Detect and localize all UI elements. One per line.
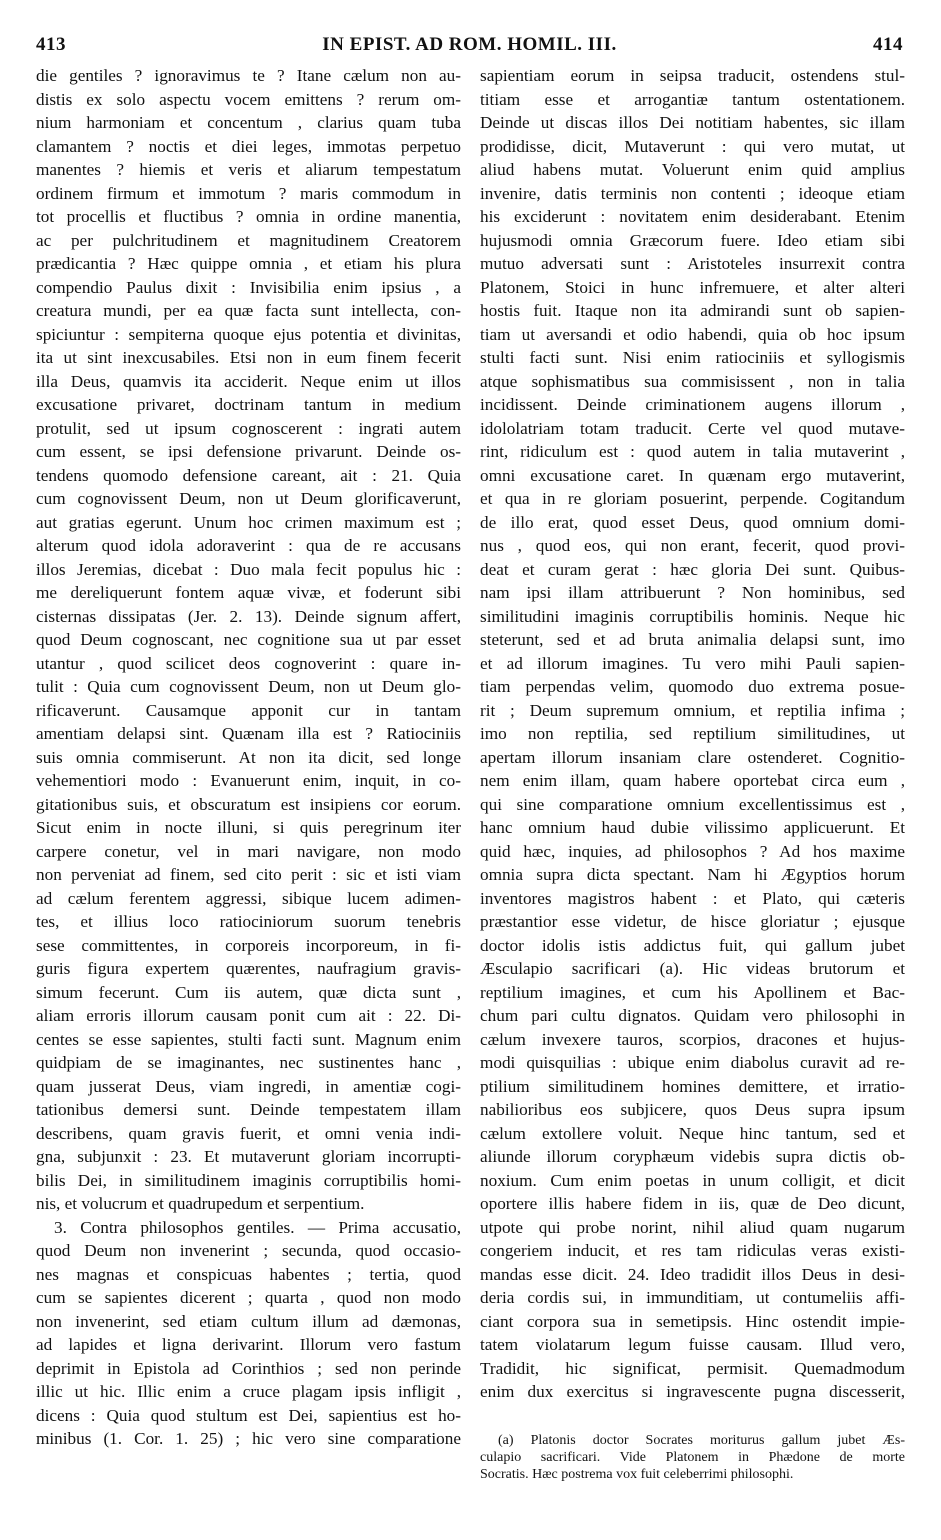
text-line: cælum invexere tauros, scorpios, dracones et hujus- xyxy=(480,1029,905,1049)
text-line: carpere conetur, vel in mari navigare, non modo xyxy=(36,841,461,861)
text-line: bilis Dei, in similitudinem imaginis corruptibilis homi- xyxy=(36,1170,461,1190)
text-line: ad cælum ferentem aggressi, sibique lucem adimen- xyxy=(36,888,461,908)
text-line: nus , quod eos, qui non erant, fecerit, quod provi- xyxy=(480,536,905,555)
text-line: ad lapides et ligna derivarint. Illorum vero fastum xyxy=(36,1335,461,1354)
text-line: sese committentes, in corporeis incorporeum, in fi- xyxy=(36,935,461,955)
text-line: et ad illorum imagines. Tu vero mihi Pauli sapien- xyxy=(480,653,905,673)
text-line: dicens : Quia quod stultum est Dei, sapientius est ho- xyxy=(36,1405,461,1425)
text-line: rint, ridiculum est : quod autem in talia mutaverint , xyxy=(480,442,905,461)
text-line: hostis fuit. Itaque non ita admirandi sunt ob sapien- xyxy=(480,301,905,320)
text-line: manentes ? hiemis et veris et aliarum tempestatum xyxy=(36,160,461,179)
text-line: congeriem inducit, et res tam ridiculas veras existi- xyxy=(480,1241,905,1260)
text-line: illic ut hic. Illic enim a cruce plagam ipsis infligit , xyxy=(36,1382,461,1401)
text-line: nabilioribus eos subjicere, quos Deus supra ipsum xyxy=(480,1100,905,1119)
text-line: Sicut enim in nocte illuni, si quis peregrinum iter xyxy=(36,818,461,837)
text-line: culapio sacrificari. Vide Platonem in Phædone de morte xyxy=(480,1450,905,1465)
text-line: simum fecerunt. Cum iis autem, quæ dicta sunt , xyxy=(36,982,461,1002)
text-line: centes se esse sapientes, stulti facti sunt. Magnum enim xyxy=(36,1029,461,1049)
text-line: omni excusatione caret. In quænam ergo mutaverint, xyxy=(480,465,905,485)
running-header xyxy=(36,34,903,58)
text-line: spiciuntur : sempiterna quoque ejus potentia et divinitas, xyxy=(36,324,461,344)
text-line: gna, subjunxit : 23. Et mutaverunt gloriam incorrupti- xyxy=(36,1147,461,1166)
text-line: 3. Contra philosophos gentiles. — Prima accusatio, xyxy=(54,1217,461,1237)
text-line: creatura mundi, per ea quæ facta sunt intellecta, con- xyxy=(36,301,461,320)
text-line: enim dux exercitus si ingravescente pugna discesserit, xyxy=(480,1382,905,1401)
text-line: me dereliquerunt fontem aquæ vivæ, et foderunt sibi xyxy=(36,583,461,602)
text-line: idololatriam totam traducit. Certe vel quod mutave- xyxy=(480,418,905,438)
text-line: omnia supra dicta spectant. Nam hi Ægyptios horum xyxy=(480,865,905,884)
text-line: mutuo adversati sunt : Aristoteles insurrexit contra xyxy=(480,254,905,273)
text-line: aliunde illorum coryphæum videbis supra dictis ob- xyxy=(480,1147,905,1166)
text-line: aliud habens mutat. Voluerunt enim quid amplius xyxy=(480,160,905,179)
text-line: qui sine comparatione omnium excellentissimus est , xyxy=(480,794,905,814)
text-line: compendio Paulus dixit : Invisibilia enim ipsius , a xyxy=(36,277,461,297)
text-line: prodidisse, dicit, Mutaverunt : qui vero mutat, ut xyxy=(480,136,905,156)
text-line: cum essent, se ipsi defensione privarunt. Deinde os- xyxy=(36,442,461,461)
text-line: stulti facti sunt. Nisi enim ratiociniis et syllogismis xyxy=(480,348,905,367)
text-line: tes, et illius loco ratiociniorum suorum tenebris xyxy=(36,912,461,931)
text-line: nem enim illam, quam habere oportebat circa eum , xyxy=(480,771,905,790)
text-line: amentiam delapsi sint. Quænam illa est ? Ratiociniis xyxy=(36,724,461,743)
text-line: gitationibus suis, et obscuratum est insipiens cor eorum. xyxy=(36,794,461,814)
text-line: quod Deum cognoscant, nec cognitione sua ut par esset xyxy=(36,630,461,649)
text-line: non perveniat ad finem, sed cito perit : sic et isti viam xyxy=(36,865,461,884)
text-line: minibus (1. Cor. 1. 25) ; hic vero sine comparatione xyxy=(36,1429,461,1448)
text-line: Tradidit, hic significat, permisit. Quemadmodum xyxy=(480,1358,905,1378)
text-line: noxium. Cum enim poetas in unum colligit, et dicit xyxy=(480,1170,905,1190)
text-line: Platonem, Stoici in hunc infremuere, et alter alteri xyxy=(480,277,905,297)
text-line: excusatione privaret, doctrinam tantum in medium xyxy=(36,395,461,414)
text-line: clamantem ? noctis et diei leges, immotas perpetuo xyxy=(36,136,461,156)
text-line: distis ex solo aspectu vocem emittens ? rerum om- xyxy=(36,89,461,109)
text-line: chum pari cultu dignatos. Quidam vero philosophi in xyxy=(480,1006,905,1025)
text-line: tatem violatarum legum fuisse causam. Illud vero, xyxy=(480,1335,905,1354)
text-line: nis, et volucrum et quadrupedum et serpentium. xyxy=(36,1194,365,1213)
text-line: tiam perpendas velim, quomodo duo extrema posue- xyxy=(480,677,905,696)
text-line: imo non reptilia, sed reptilium similitudines, ut xyxy=(480,724,905,743)
text-line: illos Jeremias, dicebat : Duo mala fecit populus hic : xyxy=(36,559,461,579)
text-line: cisternas dissipatas (Jer. 2. 13). Deinde signum affert, xyxy=(36,606,461,626)
text-line: deat et curam gerat : hæc gloria Dei sunt. Quibus- xyxy=(480,559,905,579)
text-line: protulit, sed ut ipsum cognoscerent : ingrati autem xyxy=(36,418,461,438)
text-line: ciant corpora sua in semetipsis. Hinc ostendit impie- xyxy=(480,1311,905,1331)
text-line: utantur , quod scilicet deos cognoverint : quare in- xyxy=(36,653,461,673)
text-line: tendens quomodo defensione careant, ait : 21. Quia xyxy=(36,465,461,485)
text-line: illa Deus, quamvis ita acciderit. Neque enim ut illos xyxy=(36,371,461,391)
text-line: Socratis. Hæc postrema vox fuit celeberrimi philosophi. xyxy=(480,1467,794,1482)
text-line: alterum quod idola adoraverint : qua de re accusans xyxy=(36,536,461,555)
text-line: de illo erat, quod esset Deus, quod omnium domi- xyxy=(480,512,905,532)
text-line: oportere illis habere fidem in iis, quæ de Deo dicunt, xyxy=(480,1194,905,1213)
text-line: prædicantia ? Hæc quippe omnia , et etiam his plura xyxy=(36,254,461,273)
text-line: utpote qui probe norint, nihil aliud quam nugarum xyxy=(480,1217,905,1237)
text-line: tulit : Quia cum cognovissent Deum, non ut Deum glo- xyxy=(36,677,461,696)
page-number-right: 414 xyxy=(873,34,903,55)
right-column xyxy=(480,64,905,1404)
text-line: titiam esse et arrogantiæ tantum ostentationem. xyxy=(480,89,905,109)
text-line: die gentiles ? ignoravimus te ? Itane cælum non au- xyxy=(36,66,461,85)
text-line: cælum extollere voluit. Neque hinc tantum, sed et xyxy=(480,1123,905,1143)
text-line: sapientiam eorum in seipsa traducit, ostendens stul- xyxy=(480,66,905,85)
text-line: tot procellis et fluctibus ? omnia in ordine manentia, xyxy=(36,207,461,226)
text-line: Deinde ut discas illos Dei notitiam habentes, sic illam xyxy=(480,113,905,132)
text-line: quid hæc, inquies, ad philosophos ? Ad hos maxime xyxy=(480,841,905,861)
text-line: ita ut sint inexcusabiles. Etsi non in eum finem fecerit xyxy=(36,348,461,367)
text-line: inventores magistros habent : et Plato, qui cæteris xyxy=(480,888,905,908)
text-line: rit ; Deum supremum omnium, et reptilia infima ; xyxy=(480,700,905,720)
text-line: apertam illorum insaniam clare ostenderet. Cognitio- xyxy=(480,747,905,767)
text-line: aliam erroris illorum causam ponit cum ait : 22. Di- xyxy=(36,1006,461,1025)
text-line: suis omnia commiserunt. At non ita dicit, sed longe xyxy=(36,747,461,767)
left-column xyxy=(36,64,461,1451)
text-line: non invenerint, sed etiam cultum illum ad dæmonas, xyxy=(36,1311,461,1331)
text-line: reptilium imagines, et cum his Apollinem et Bac- xyxy=(480,982,905,1002)
text-line: quidpiam de se imaginantes, nec sustinentes hanc , xyxy=(36,1053,461,1072)
text-line: ordinem firmum et immotum ? maris commodum in xyxy=(36,183,461,203)
text-line: nam ipsi illam attribuerunt ? Non hominibus, sed xyxy=(480,583,905,602)
text-line: modi quisquilias : ubique enim diabolus curavit ad re- xyxy=(480,1053,905,1072)
text-line: rificaverunt. Causamque apponit cur in tantam xyxy=(36,700,461,720)
text-line: præstantior esse videtur, de hisce gloriatur ; ejusque xyxy=(480,912,905,931)
text-line: atque sophismatibus sua commisissent , non in talia xyxy=(480,371,905,391)
text-line: hujusmodi omnia Græcorum fuere. Ideo etiam sibi xyxy=(480,230,905,250)
text-line: steterunt, sed et ad bruta animalia delapsi sunt, imo xyxy=(480,630,905,649)
text-line: ac per pulchritudinem et magnitudinem Creatorem xyxy=(36,230,461,250)
text-line: (a) Platonis doctor Socrates moriturus gallum jubet Æs- xyxy=(498,1433,905,1448)
text-line: vehementiori modo : Evanuerunt enim, inquit, in co- xyxy=(36,771,461,790)
text-line: nes magnas et conspicuas habentes ; tertia, quod xyxy=(36,1264,461,1284)
text-line: aut gratias egerunt. Unum hoc crimen maximum est ; xyxy=(36,512,461,532)
text-line: et qua in re gloriam posuerint, perpende. Cogitandum xyxy=(480,489,905,508)
text-line: doctor idolis istis addictus fuit, qui gallum jubet xyxy=(480,935,905,955)
text-line: guris figura expertem quærentes, naufragium gravis- xyxy=(36,959,461,978)
text-line: incidissent. Deinde criminationem augens illorum , xyxy=(480,395,905,414)
text-line: his exciderunt : novitatem enim desiderabant. Etenim xyxy=(480,207,905,226)
text-line: describens, quam gravis fuerit, et omni venia indi- xyxy=(36,1123,461,1143)
text-line: deprimit in Epistola ad Corinthios ; sed non perinde xyxy=(36,1358,461,1378)
running-title: IN EPIST. AD ROM. HOMIL. III. xyxy=(322,34,617,55)
text-line: quam jusserat Deus, viam ingredi, in amentiæ cogi- xyxy=(36,1076,461,1096)
text-line: quod Deum non invenerint ; secunda, quod occasio- xyxy=(36,1241,461,1260)
text-line: Æsculapio sacrificari (a). Hic videas brutorum et xyxy=(480,959,905,978)
text-line: tationibus demersi sunt. Deinde tempestatem illam xyxy=(36,1100,461,1119)
text-line: tiam ut aversandi et odio habendi, quia ob hoc ipsum xyxy=(480,324,905,344)
text-line: cum se sapientes dicerent ; quarta , quod non modo xyxy=(36,1288,461,1307)
text-line: nium harmoniam et concentum , clarius quam tuba xyxy=(36,113,461,132)
text-line: cum cognovissent Deum, non ut Deum glorificaverunt, xyxy=(36,489,461,508)
text-line: ptilium similitudinem homines demittere, et irratio- xyxy=(480,1076,905,1096)
text-line: hanc omnium haud dubie vilissimo applicuerunt. Et xyxy=(480,818,905,837)
text-line: mandas esse dicit. 24. Ideo tradidit illos Deus in desi- xyxy=(480,1264,905,1284)
text-line: invenire, datis terminis non contenti ; ideoque etiam xyxy=(480,183,905,203)
page-number-left: 413 xyxy=(36,34,66,55)
text-line: similitudini imaginis corruptibilis hominis. Neque hic xyxy=(480,606,905,626)
footnote xyxy=(480,1432,905,1483)
text-line: deria cordis sui, in immunditiam, ut contumeliis affi- xyxy=(480,1288,905,1307)
